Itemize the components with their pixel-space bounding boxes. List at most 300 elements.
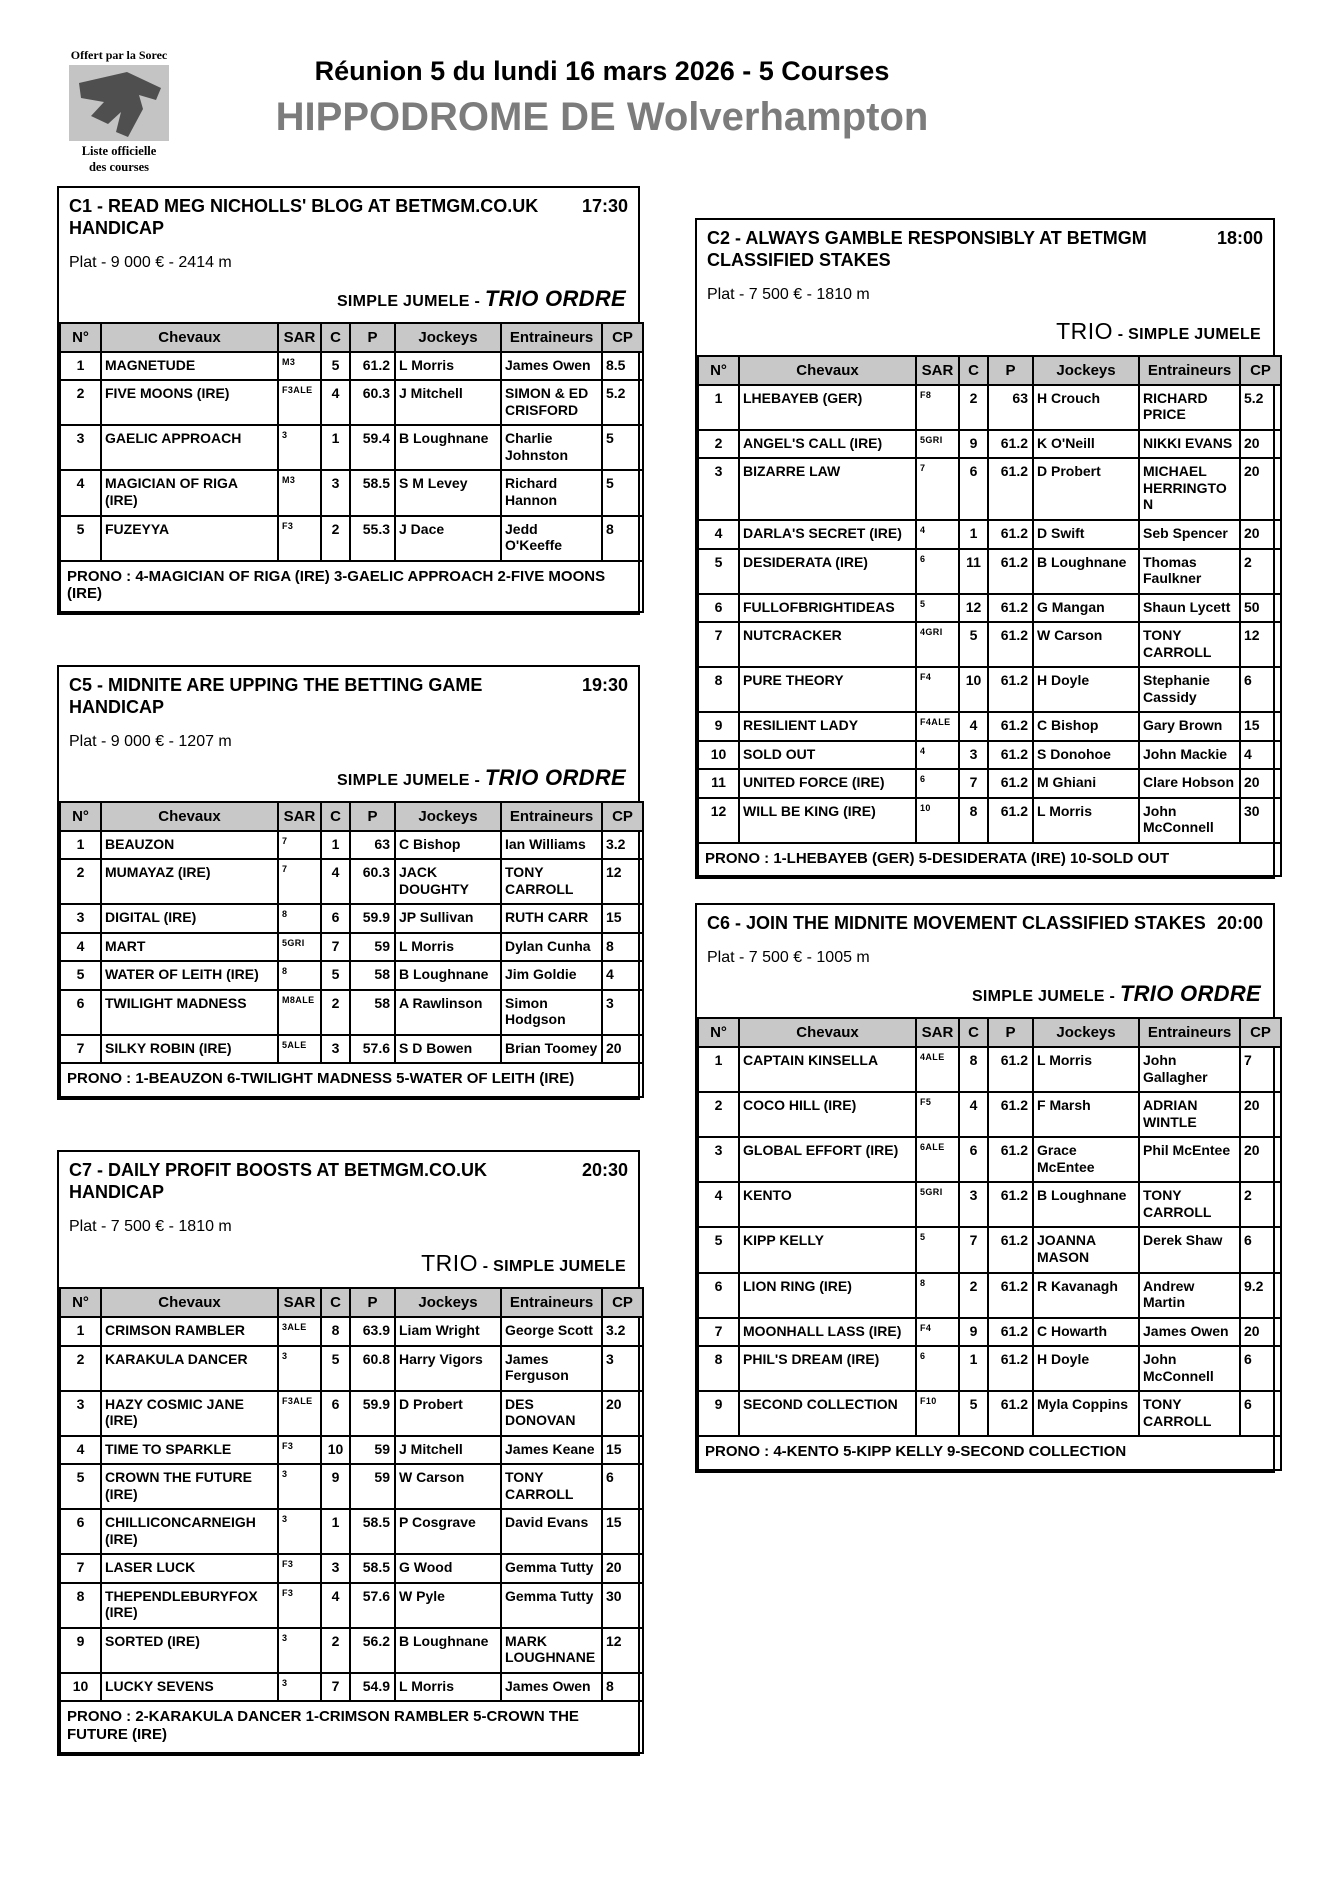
cell-num: 6 xyxy=(698,594,739,623)
cell-horse: GLOBAL EFFORT (IRE) xyxy=(739,1137,916,1182)
cell-c: 3 xyxy=(321,1035,350,1064)
runner-row xyxy=(698,1318,1281,1347)
cell-sar: 10 xyxy=(916,798,959,843)
cell-c: 1 xyxy=(321,1509,350,1554)
cell-trainer: Phil McEntee xyxy=(1139,1137,1240,1182)
cell-sar: 3 xyxy=(278,1464,321,1509)
cell-sar: 3 xyxy=(278,1509,321,1554)
cell-trainer: John Mackie xyxy=(1139,741,1240,770)
column-header: Chevaux xyxy=(739,1018,916,1047)
runners-body xyxy=(698,1047,1281,1436)
column-header: CP xyxy=(1240,1018,1281,1047)
cell-jockey: F Marsh xyxy=(1033,1092,1139,1137)
cell-trainer: Clare Hobson xyxy=(1139,769,1240,798)
cell-sar: M8ALE xyxy=(278,990,321,1035)
prono: PRONO : 1-LHEBAYEB (GER) 5-DESIDERATA (IRE) 10-SOLD OUT xyxy=(698,843,1281,877)
runner-row xyxy=(60,1035,643,1064)
column-header: Jockeys xyxy=(1033,356,1139,385)
cell-num: 2 xyxy=(60,859,101,904)
logo-bottom-line2: des courses xyxy=(88,159,150,174)
runner-row xyxy=(60,933,643,962)
cell-trainer: Gemma Tutty xyxy=(501,1583,602,1628)
cell-jockey: R Kavanagh xyxy=(1033,1273,1139,1318)
race-bet-types xyxy=(69,765,628,791)
cell-p: 60.3 xyxy=(350,380,395,425)
runner-row xyxy=(60,1391,643,1436)
cell-trainer: John McConnell xyxy=(1139,798,1240,843)
cell-jockey: L Morris xyxy=(395,352,501,381)
cell-trainer: Gary Brown xyxy=(1139,712,1240,741)
cell-cp: 3 xyxy=(602,990,643,1035)
column-header: Jockeys xyxy=(395,1288,501,1317)
runner-row xyxy=(698,1391,1281,1436)
cell-sar: 7 xyxy=(278,831,321,860)
cell-jockey: L Morris xyxy=(395,1673,501,1702)
cell-trainer: MICHAEL HERRINGTON xyxy=(1139,458,1240,520)
cell-cp: 5.2 xyxy=(602,380,643,425)
cell-sar: F10 xyxy=(916,1391,959,1436)
cell-sar: 3 xyxy=(278,425,321,470)
column-header: SAR xyxy=(278,1288,321,1317)
cell-cp: 15 xyxy=(602,1436,643,1465)
cell-p: 57.6 xyxy=(350,1035,395,1064)
race-head xyxy=(59,188,638,322)
cell-num: 2 xyxy=(60,380,101,425)
cell-p: 61.2 xyxy=(988,1182,1033,1227)
race-card xyxy=(57,186,640,615)
runners-header-row xyxy=(60,1288,643,1317)
cell-sar: 4ALE xyxy=(916,1047,959,1092)
cell-num: 2 xyxy=(698,430,739,459)
cell-sar: F3 xyxy=(278,1554,321,1583)
cell-trainer: TONY CARROLL xyxy=(501,859,602,904)
race-time: 19:30 xyxy=(581,674,628,695)
cell-p: 61.2 xyxy=(988,1346,1033,1391)
cell-sar: 6 xyxy=(916,549,959,594)
bet-type-label: SIMPLE JUMELE - xyxy=(971,988,1120,1006)
cell-cp: 7 xyxy=(1240,1047,1281,1092)
cell-p: 63.9 xyxy=(350,1317,395,1346)
runner-row xyxy=(698,741,1281,770)
cell-jockey: Myla Coppins xyxy=(1033,1391,1139,1436)
cell-c: 5 xyxy=(959,1391,988,1436)
cell-jockey: JOANNA MASON xyxy=(1033,1227,1139,1272)
cell-cp: 50 xyxy=(1240,594,1281,623)
runner-row xyxy=(698,1346,1281,1391)
runner-row xyxy=(698,1273,1281,1318)
cell-sar: 5GRI xyxy=(916,430,959,459)
cell-jockey: H Crouch xyxy=(1033,385,1139,430)
cell-sar: 3 xyxy=(278,1673,321,1702)
cell-jockey: L Morris xyxy=(395,933,501,962)
cell-c: 1 xyxy=(959,1346,988,1391)
cell-num: 9 xyxy=(60,1628,101,1673)
column-header: N° xyxy=(60,802,101,831)
cell-cp: 20 xyxy=(602,1391,643,1436)
cell-horse: TWILIGHT MADNESS xyxy=(101,990,278,1035)
cell-jockey: A Rawlinson xyxy=(395,990,501,1035)
cell-c: 4 xyxy=(959,712,988,741)
cell-cp: 20 xyxy=(1240,430,1281,459)
runners-header-row xyxy=(698,356,1281,385)
cell-sar: 8 xyxy=(916,1273,959,1318)
cell-jockey: S Donohoe xyxy=(1033,741,1139,770)
column-header: Jockeys xyxy=(1033,1018,1139,1047)
cell-horse: CRIMSON RAMBLER xyxy=(101,1317,278,1346)
cell-horse: MAGNETUDE xyxy=(101,352,278,381)
cell-trainer: NIKKI EVANS xyxy=(1139,430,1240,459)
runners-table xyxy=(697,1017,1282,1470)
column-header: Entraineurs xyxy=(1139,356,1240,385)
cell-trainer: James Owen xyxy=(501,352,602,381)
cell-jockey: G Mangan xyxy=(1033,594,1139,623)
cell-num: 3 xyxy=(60,1391,101,1436)
cell-trainer: Simon Hodgson xyxy=(501,990,602,1035)
cell-horse: LUCKY SEVENS xyxy=(101,1673,278,1702)
race-time: 17:30 xyxy=(581,196,628,216)
cell-p: 58.5 xyxy=(350,470,395,515)
runners-table xyxy=(59,801,644,1098)
right-column xyxy=(695,186,1275,1497)
cell-c: 10 xyxy=(959,667,988,712)
cell-c: 8 xyxy=(959,1047,988,1092)
cell-p: 54.9 xyxy=(350,1673,395,1702)
cell-c: 5 xyxy=(959,622,988,667)
column-header: SAR xyxy=(916,356,959,385)
cell-p: 61.2 xyxy=(988,741,1033,770)
cell-jockey: D Probert xyxy=(395,1391,501,1436)
cell-jockey: B Loughnane xyxy=(395,1628,501,1673)
cell-jockey: JACK DOUGHTY xyxy=(395,859,501,904)
race-conditions: Plat - 7 500 € - 1005 m xyxy=(707,949,870,967)
cell-p: 59 xyxy=(350,933,395,962)
race-bet-types xyxy=(707,981,1263,1007)
cell-horse: MART xyxy=(101,933,278,962)
cell-jockey: L Morris xyxy=(1033,798,1139,843)
cell-sar: 3 xyxy=(278,1346,321,1391)
cell-p: 61.2 xyxy=(988,520,1033,549)
race-bet-types xyxy=(707,318,1263,345)
cell-cp: 30 xyxy=(602,1583,643,1628)
race-card xyxy=(57,1150,640,1756)
cell-horse: FULLOFBRIGHTIDEAS xyxy=(739,594,916,623)
cell-jockey: B Loughnane xyxy=(395,961,501,990)
sorec-logo xyxy=(62,48,176,175)
cell-p: 61.2 xyxy=(988,1092,1033,1137)
cell-jockey: D Probert xyxy=(1033,458,1139,520)
cell-horse: KARAKULA DANCER xyxy=(101,1346,278,1391)
cell-c: 3 xyxy=(959,741,988,770)
bet-type-label: TRIO xyxy=(421,1250,479,1277)
cell-sar: 5 xyxy=(916,1227,959,1272)
cell-jockey: W Carson xyxy=(395,1464,501,1509)
cell-p: 59 xyxy=(350,1436,395,1465)
cell-p: 61.2 xyxy=(988,1273,1033,1318)
cell-c: 5 xyxy=(321,961,350,990)
race-card xyxy=(695,903,1275,1472)
race-time: 18:00 xyxy=(1216,228,1263,248)
cell-p: 61.2 xyxy=(988,712,1033,741)
cell-c: 4 xyxy=(321,859,350,904)
race-bet-types xyxy=(69,1250,628,1277)
cell-horse: LHEBAYEB (GER) xyxy=(739,385,916,430)
runner-row xyxy=(698,458,1281,520)
cell-cp: 2 xyxy=(1240,1182,1281,1227)
cell-sar: F5 xyxy=(916,1092,959,1137)
cell-sar: F4 xyxy=(916,1318,959,1347)
runners-body xyxy=(60,831,643,1064)
cell-sar: 7 xyxy=(278,859,321,904)
cell-trainer: ADRIAN WINTLE xyxy=(1139,1092,1240,1137)
race-title: C2 - ALWAYS GAMBLE RESPONSIBLY AT BETMGM CLASSIFIED STAKES xyxy=(707,228,1147,270)
cell-num: 4 xyxy=(698,1182,739,1227)
cell-c: 2 xyxy=(321,516,350,561)
cell-p: 59 xyxy=(350,1464,395,1509)
cell-p: 57.6 xyxy=(350,1583,395,1628)
cell-num: 4 xyxy=(60,933,101,962)
cell-p: 58.5 xyxy=(350,1509,395,1554)
cell-horse: THEPENDLEBURYFOX (IRE) xyxy=(101,1583,278,1628)
cell-p: 55.3 xyxy=(350,516,395,561)
column-header: P xyxy=(988,356,1033,385)
cell-trainer: Seb Spencer xyxy=(1139,520,1240,549)
cell-cp: 6 xyxy=(1240,1227,1281,1272)
cell-cp: 5 xyxy=(602,470,643,515)
cell-jockey: P Cosgrave xyxy=(395,1509,501,1554)
cell-p: 61.2 xyxy=(988,667,1033,712)
bet-type-label: SIMPLE JUMELE - xyxy=(336,771,485,789)
cell-num: 1 xyxy=(60,352,101,381)
column-header: C xyxy=(321,323,350,352)
cell-trainer: James Owen xyxy=(501,1673,602,1702)
race-title: C5 - MIDNITE ARE UPPING THE BETTING GAME HANDICAP xyxy=(69,674,483,717)
column-header: C xyxy=(321,802,350,831)
cell-num: 5 xyxy=(60,961,101,990)
cell-cp: 5 xyxy=(602,425,643,470)
cell-horse: MUMAYAZ (IRE) xyxy=(101,859,278,904)
cell-c: 7 xyxy=(959,769,988,798)
bet-type-label: SIMPLE JUMELE - xyxy=(336,292,485,310)
cell-horse: CAPTAIN KINSELLA xyxy=(739,1047,916,1092)
cell-num: 11 xyxy=(698,769,739,798)
column-header: N° xyxy=(60,323,101,352)
cell-trainer: DES DONOVAN xyxy=(501,1391,602,1436)
cell-cp: 20 xyxy=(1240,520,1281,549)
bet-type-label: TRIO ORDRE xyxy=(484,764,626,790)
cell-cp: 6 xyxy=(602,1464,643,1509)
cell-p: 59.9 xyxy=(350,904,395,933)
column-header: P xyxy=(350,1288,395,1317)
cell-trainer: George Scott xyxy=(501,1317,602,1346)
cell-p: 61.2 xyxy=(350,352,395,381)
cell-p: 61.2 xyxy=(988,622,1033,667)
bet-type-label: TRIO xyxy=(1056,317,1114,344)
cell-horse: WATER OF LEITH (IRE) xyxy=(101,961,278,990)
cell-num: 9 xyxy=(698,712,739,741)
column-header: CP xyxy=(602,802,643,831)
cell-num: 7 xyxy=(60,1554,101,1583)
cell-num: 10 xyxy=(60,1673,101,1702)
cell-trainer: Shaun Lycett xyxy=(1139,594,1240,623)
cell-num: 5 xyxy=(698,1227,739,1272)
race-bet-types xyxy=(69,286,628,312)
race-card xyxy=(57,665,640,1100)
cell-p: 61.2 xyxy=(988,594,1033,623)
cell-cp: 12 xyxy=(1240,622,1281,667)
cell-num: 12 xyxy=(698,798,739,843)
cell-cp: 15 xyxy=(602,904,643,933)
runner-row xyxy=(60,352,643,381)
cell-cp: 20 xyxy=(602,1554,643,1583)
cell-horse: MAGICIAN OF RIGA (IRE) xyxy=(101,470,278,515)
column-header: Chevaux xyxy=(101,802,278,831)
cell-p: 58 xyxy=(350,990,395,1035)
cell-cp: 30 xyxy=(1240,798,1281,843)
cell-horse: CROWN THE FUTURE (IRE) xyxy=(101,1464,278,1509)
cell-sar: 4 xyxy=(916,520,959,549)
cell-num: 8 xyxy=(60,1583,101,1628)
cell-cp: 15 xyxy=(602,1509,643,1554)
logo-top-text: Offert par la Sorec xyxy=(70,48,168,62)
runner-row xyxy=(60,831,643,860)
cell-jockey: JP Sullivan xyxy=(395,904,501,933)
cell-num: 1 xyxy=(60,1317,101,1346)
cell-trainer: SIMON & ED CRISFORD xyxy=(501,380,602,425)
cell-trainer: Thomas Faulkner xyxy=(1139,549,1240,594)
runner-row xyxy=(60,1436,643,1465)
runner-row xyxy=(60,1317,643,1346)
cell-p: 61.2 xyxy=(988,458,1033,520)
cell-sar: 6ALE xyxy=(916,1137,959,1182)
cell-cp: 8 xyxy=(602,516,643,561)
cell-c: 4 xyxy=(321,380,350,425)
cell-sar: 7 xyxy=(916,458,959,520)
cell-c: 3 xyxy=(321,470,350,515)
runner-row xyxy=(60,990,643,1035)
cell-cp: 20 xyxy=(1240,458,1281,520)
runner-row xyxy=(60,516,643,561)
cell-cp: 12 xyxy=(602,1628,643,1673)
cell-sar: 5 xyxy=(916,594,959,623)
prono: PRONO : 1-BEAUZON 6-TWILIGHT MADNESS 5-WATER OF LEITH (IRE) xyxy=(60,1063,643,1097)
cell-p: 61.2 xyxy=(988,1391,1033,1436)
cell-jockey: S D Bowen xyxy=(395,1035,501,1064)
cell-jockey: J Mitchell xyxy=(395,1436,501,1465)
runners-header-row xyxy=(698,1018,1281,1047)
cell-jockey: B Loughnane xyxy=(395,425,501,470)
cell-c: 1 xyxy=(321,425,350,470)
cell-cp: 4 xyxy=(602,961,643,990)
column-header: SAR xyxy=(278,323,321,352)
runner-row xyxy=(60,470,643,515)
cell-horse: RESILIENT LADY xyxy=(739,712,916,741)
cell-p: 61.2 xyxy=(988,549,1033,594)
cell-sar: F3 xyxy=(278,516,321,561)
runner-row xyxy=(60,1346,643,1391)
race-title: C7 - DAILY PROFIT BOOSTS AT BETMGM.CO.UK HANDICAP xyxy=(69,1160,488,1203)
cell-sar: 8 xyxy=(278,904,321,933)
race-conditions: Plat - 9 000 € - 2414 m xyxy=(69,253,232,271)
cell-horse: CHILLICONCARNEIGH (IRE) xyxy=(101,1509,278,1554)
cell-trainer: Gemma Tutty xyxy=(501,1554,602,1583)
race-title: C6 - JOIN THE MIDNITE MOVEMENT CLASSIFIED STAKES xyxy=(707,913,1206,934)
column-header: Entraineurs xyxy=(501,1288,602,1317)
cell-sar: F4ALE xyxy=(916,712,959,741)
cell-horse: UNITED FORCE (IRE) xyxy=(739,769,916,798)
prono-row xyxy=(698,1436,1281,1470)
cell-num: 3 xyxy=(698,1137,739,1182)
runners-body xyxy=(60,1317,643,1701)
cell-num: 3 xyxy=(60,904,101,933)
runners-table xyxy=(59,1287,644,1754)
cell-jockey: C Bishop xyxy=(395,831,501,860)
column-header: N° xyxy=(698,1018,739,1047)
cell-cp: 6 xyxy=(1240,1346,1281,1391)
race-conditions: Plat - 9 000 € - 1207 m xyxy=(69,732,232,750)
race-conditions: Plat - 7 500 € - 1810 m xyxy=(69,1218,232,1236)
runner-row xyxy=(698,1092,1281,1137)
race-time: 20:30 xyxy=(581,1160,628,1181)
cell-horse: GAELIC APPROACH xyxy=(101,425,278,470)
cell-trainer: MARK LOUGHNANE xyxy=(501,1628,602,1673)
cell-trainer: RICHARD PRICE xyxy=(1139,385,1240,430)
runner-row xyxy=(60,1583,643,1628)
cell-horse: DESIDERATA (IRE) xyxy=(739,549,916,594)
cell-jockey: B Loughnane xyxy=(1033,1182,1139,1227)
cell-sar: F4 xyxy=(916,667,959,712)
runner-row xyxy=(698,385,1281,430)
cell-horse: DARLA'S SECRET (IRE) xyxy=(739,520,916,549)
cell-c: 8 xyxy=(321,1317,350,1346)
cell-p: 63 xyxy=(988,385,1033,430)
cell-num: 8 xyxy=(698,667,739,712)
runner-row xyxy=(698,712,1281,741)
cell-trainer: Jedd O'Keeffe xyxy=(501,516,602,561)
cell-cp: 20 xyxy=(1240,1092,1281,1137)
cell-c: 4 xyxy=(321,1583,350,1628)
column-header: CP xyxy=(602,1288,643,1317)
cell-trainer: RUTH CARR xyxy=(501,904,602,933)
cell-trainer: Ian Williams xyxy=(501,831,602,860)
runner-row xyxy=(698,594,1281,623)
cell-c: 4 xyxy=(959,1092,988,1137)
cell-c: 2 xyxy=(959,1273,988,1318)
cell-cp: 20 xyxy=(1240,1137,1281,1182)
cell-trainer: TONY CARROLL xyxy=(1139,1182,1240,1227)
cell-sar: 3 xyxy=(278,1628,321,1673)
race-conditions: Plat - 7 500 € - 1810 m xyxy=(707,285,870,303)
cell-trainer: James Keane xyxy=(501,1436,602,1465)
cell-horse: FIVE MOONS (IRE) xyxy=(101,380,278,425)
cell-cp: 12 xyxy=(602,859,643,904)
cell-c: 9 xyxy=(959,430,988,459)
cell-horse: PURE THEORY xyxy=(739,667,916,712)
cell-horse: COCO HILL (IRE) xyxy=(739,1092,916,1137)
hippodrome-title: HIPPODROME DE Wolverhampton xyxy=(275,95,929,139)
cell-c: 7 xyxy=(321,933,350,962)
runner-row xyxy=(60,1554,643,1583)
cell-cp: 3.2 xyxy=(602,831,643,860)
cell-trainer: TONY CARROLL xyxy=(501,1464,602,1509)
cell-p: 61.2 xyxy=(988,1047,1033,1092)
cell-cp: 6 xyxy=(1240,1391,1281,1436)
cell-num: 4 xyxy=(60,470,101,515)
column-header: Chevaux xyxy=(101,1288,278,1317)
cell-cp: 8.5 xyxy=(602,352,643,381)
cell-sar: 4 xyxy=(916,741,959,770)
cell-horse: KIPP KELLY xyxy=(739,1227,916,1272)
cell-trainer: Stephanie Cassidy xyxy=(1139,667,1240,712)
